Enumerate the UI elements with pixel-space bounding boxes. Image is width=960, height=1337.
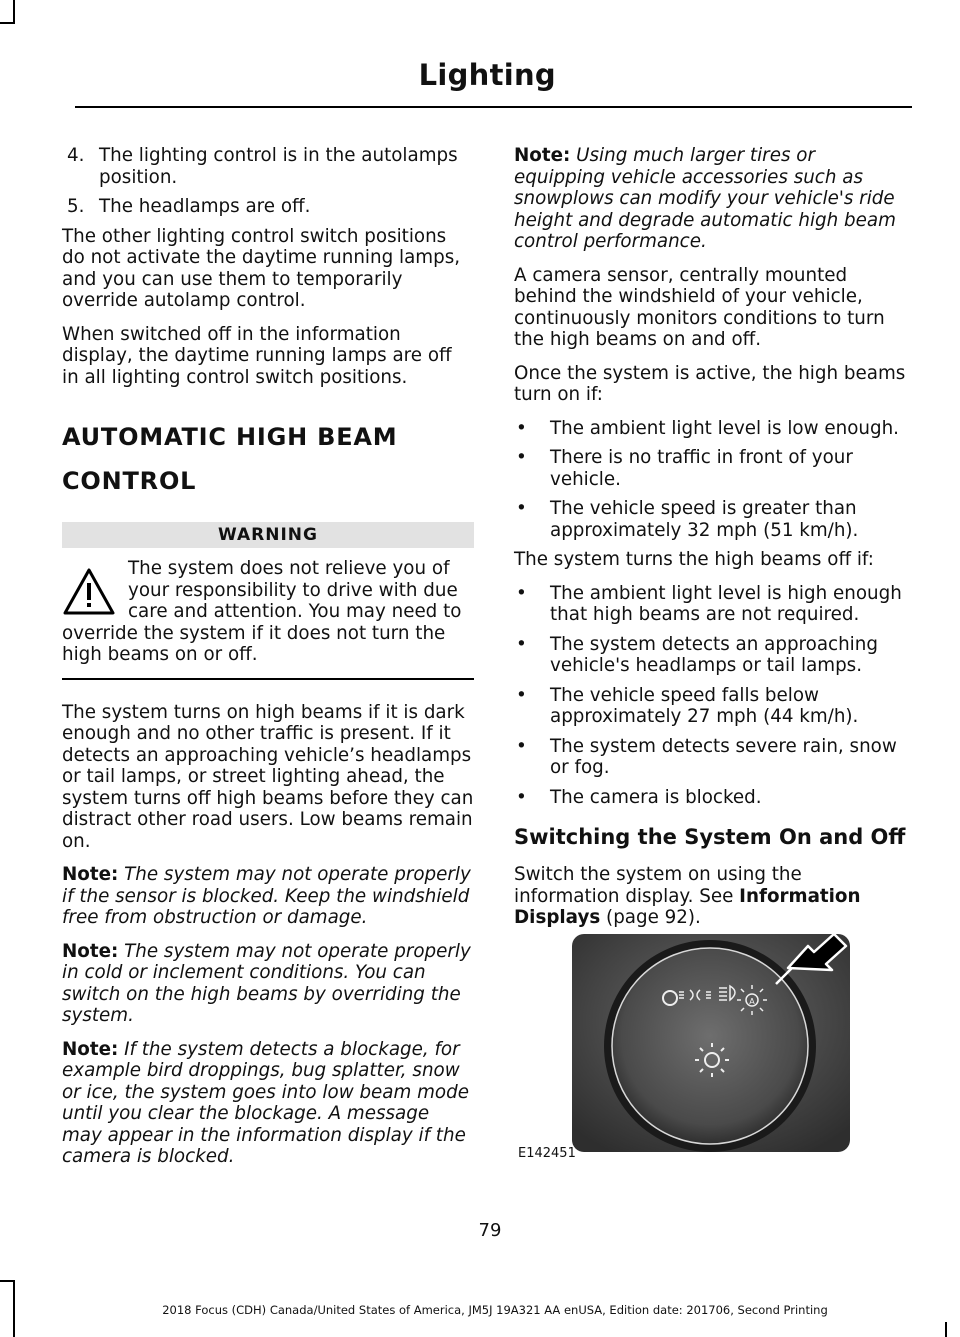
paragraph: Switch the system on using the information display. See Information Displays (page 92).: [514, 864, 861, 928]
page-number: 79: [478, 1220, 502, 1241]
note: Note: The system may not operate properly in cold or inclement conditions. You can switch on the high beams by overriding the system.: [62, 940, 471, 1026]
warning-triangle-icon: [62, 566, 116, 618]
page-title: Lighting: [418, 58, 556, 92]
cross-reference-link[interactable]: Information Displays: [514, 885, 861, 928]
header-rule: [75, 106, 912, 108]
note: Note: If the system detects a blockage, for example bird droppings, bug splatter, snow or ice, the system goes into low beam mode until you clear the blockage. A message may appear in the information display if the camera is blocked.: [62, 1038, 469, 1167]
paragraph: The system turns on high beams if it is dark enough and no other traffic is present. If it detects an approaching vehicle’s headlamps or tail lamps, or street lighting ahead, the system turns off high beams before they can distract other road users. Low beams remain on.: [62, 701, 474, 852]
footer-text: 2018 Focus (CDH) Canada/United States of America, JM5J 19A321 AA enUSA, Edition date: 201706, Second Printing: [162, 1303, 828, 1317]
warning-text: The system does not relieve you of your responsibility to drive with due care and attention. You may need to override the system if it does not turn the high beams on or off.: [62, 558, 462, 665]
paragraph: The other lighting control switch positions do not activate the daytime running lamps, and you can use them to temporarily override autolamp control.: [62, 225, 461, 311]
crop-mark: [0, 22, 15, 24]
dial-knob[interactable]: [612, 948, 808, 1144]
list-item: • The system detects severe rain, snow or fog.: [516, 735, 897, 778]
note: Note: Using much larger tires or equipping vehicle accessories such as snowplows can modify your vehicle's ride height and degrade automatic high beam control performance.: [514, 145, 896, 252]
left-column: [62, 145, 474, 1180]
crop-mark: [945, 1322, 947, 1337]
right-column: [514, 145, 910, 941]
warning-label: WARNING: [62, 522, 474, 548]
list-item: • The vehicle speed is greater than approximately 32 mph (51 km/h).: [516, 498, 859, 541]
note: Note: The system may not operate properly if the sensor is blocked. Keep the windshield free from obstruction or damage.: [62, 864, 471, 928]
list-item: • The ambient light level is high enough that high beams are not required.: [516, 582, 902, 625]
svg-text:A: A: [749, 997, 755, 1006]
figure-code: E142451: [518, 1146, 576, 1161]
list-item: 4. The lighting control is in the autolamps position.: [67, 145, 458, 188]
lighting-control-illustration: [572, 934, 850, 1152]
paragraph: A camera sensor, centrally mounted behind the windshield of your vehicle, continuously monitors conditions to turn the high beams on and off.: [514, 264, 885, 350]
crop-mark: [0, 1280, 15, 1282]
list-item: • The camera is blocked.: [516, 786, 762, 808]
warning-box: [62, 558, 474, 680]
list-item: 5. The headlamps are off.: [67, 196, 311, 217]
list-item: • The vehicle speed falls below approximately 27 mph (44 km/h).: [516, 684, 859, 727]
paragraph: When switched off in the information display, the daytime running lamps are off in all lighting control switch positions.: [62, 323, 452, 388]
crop-mark: [13, 0, 15, 22]
paragraph: Once the system is active, the high beams turn on if:: [514, 362, 906, 405]
paragraph: The system turns the high beams off if:: [514, 549, 874, 570]
list-item: • There is no traffic in front of your vehicle.: [516, 447, 853, 490]
list-item: • The ambient light level is low enough.: [516, 417, 899, 439]
list-item: • The system detects an approaching vehicle's headlamps or tail lamps.: [516, 633, 878, 676]
section-heading: AUTOMATIC HIGH BEAM CONTROL: [62, 423, 398, 495]
subsection-heading: Switching the System On and Off: [514, 825, 906, 849]
